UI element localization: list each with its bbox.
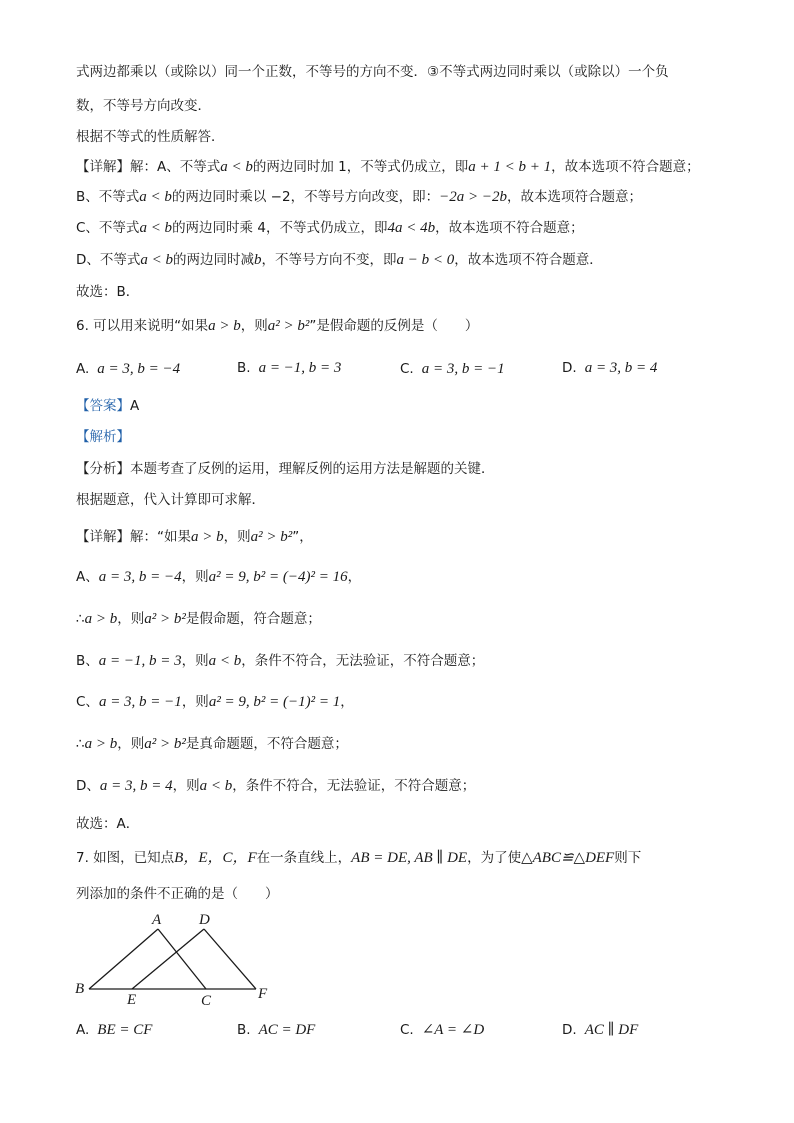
detail-line-a: 【详解】解：A、不等式a < b的两边同时加 1，不等式仍成立，即a + 1 < b + 1，故本选项不符合题意； bbox=[76, 159, 700, 175]
q7-option-b: B. AC = DF bbox=[237, 1022, 316, 1038]
label-b: B bbox=[75, 981, 85, 997]
text-line: 【分析】本题考查了反例的运用，理解反例的运用方法是解题的关键． bbox=[76, 461, 495, 477]
label-a: A bbox=[152, 912, 162, 928]
segment-ed bbox=[132, 929, 204, 989]
solution-line: ∴a > b，则a² > b²是真命题题，不符合题意； bbox=[76, 736, 348, 752]
solution-line: B、a = −1, b = 3，则a < b，条件不符合，无法验证，不符合题意； bbox=[76, 653, 485, 669]
detail-line-d: D、不等式a < b的两边同时减b，不等号方向不变，即a − b < 0，故本选项不符合题意． bbox=[76, 252, 603, 268]
text-line: 故选：A． bbox=[76, 816, 140, 832]
segment-ba bbox=[89, 929, 158, 989]
solution-line: D、a = 3, b = 4，则a < b，条件不符合，无法验证，不符合题意； bbox=[76, 778, 476, 794]
question-7: 7. 如图，已知点B，E，C，F在一条直线上，AB = DE, AB ∥ DE，为了使△ABC≌△DEF则下 bbox=[76, 850, 642, 866]
triangle-figure bbox=[70, 905, 280, 1010]
analysis-heading: 【解析】 bbox=[76, 429, 130, 445]
label-c: C bbox=[201, 993, 212, 1009]
segment-ac bbox=[158, 929, 206, 989]
answer-line: 【答案】A bbox=[76, 398, 140, 414]
q6-option-c: C. a = 3, b = −1 bbox=[400, 361, 505, 377]
text-line: 故选：B． bbox=[76, 284, 140, 300]
solution-line: C、a = 3, b = −1，则a² = 9, b² = (−1)² = 1， bbox=[76, 694, 354, 710]
detail-line-b: B、不等式a < b的两边同时乘以 −2，不等号方向改变，即：−2a > −2b，故本选项符合题意； bbox=[76, 189, 642, 205]
q7-option-c: C. ∠A = ∠D bbox=[400, 1022, 485, 1038]
text-line: 根据题意，代入计算即可求解． bbox=[76, 492, 265, 508]
solution-line: ∴a > b，则a² > b²是假命题，符合题意； bbox=[76, 611, 321, 627]
text-line: 数，不等号方向改变． bbox=[76, 98, 211, 114]
q7-option-d: D. AC ∥ DF bbox=[562, 1022, 639, 1038]
question-6: 6. 可以用来说明“如果a > b，则a² > b²”是假命题的反例是（ ） bbox=[76, 318, 479, 334]
segment-df bbox=[204, 929, 256, 989]
text-line: 式两边都乘以（或除以）同一个正数，不等号的方向不变．③不等式两边同时乘以（或除以）一个负 bbox=[76, 64, 669, 80]
q7-option-a: A. BE = CF bbox=[76, 1022, 153, 1038]
text-line: 列添加的条件不正确的是（ ） bbox=[76, 886, 279, 902]
q6-option-a: A. a = 3, b = −4 bbox=[76, 361, 181, 377]
detail-line-c: C、不等式a < b的两边同时乘 4，不等式仍成立，即4a < 4b，故本选项不符合题意； bbox=[76, 220, 584, 236]
label-f: F bbox=[258, 986, 268, 1002]
solution-line: 【详解】解：“如果a > b，则a² > b²”， bbox=[76, 529, 313, 545]
label-d: D bbox=[199, 912, 210, 928]
q6-option-d: D. a = 3, b = 4 bbox=[562, 360, 658, 376]
solution-line: A、a = 3, b = −4，则a² = 9, b² = (−4)² = 16， bbox=[76, 569, 362, 585]
q6-option-b: B. a = −1, b = 3 bbox=[237, 360, 342, 376]
label-e: E bbox=[127, 992, 137, 1008]
text-line: 根据不等式的性质解答． bbox=[76, 129, 225, 145]
